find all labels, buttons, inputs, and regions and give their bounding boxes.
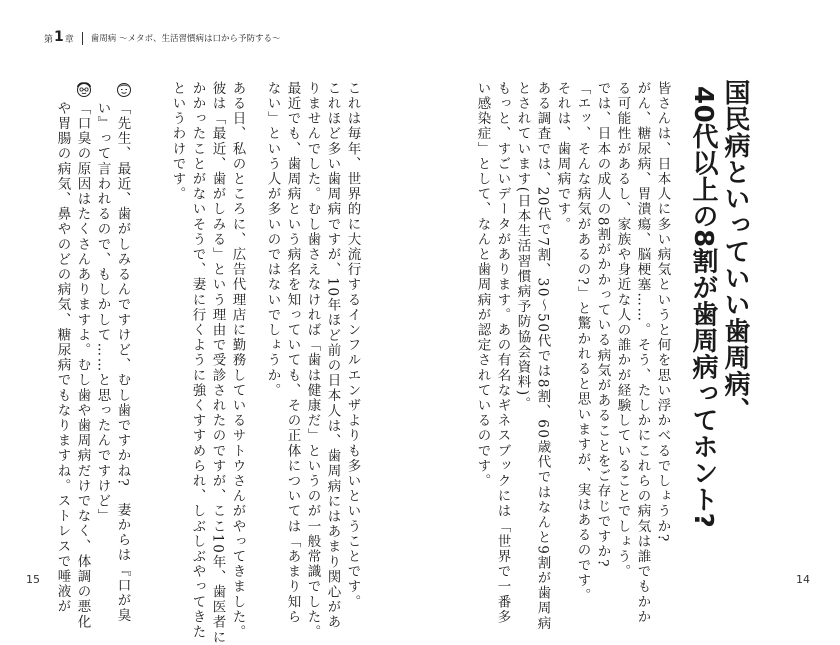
body-line: では、日本の成人の8割がかかっている病気があることをご存じですか? bbox=[594, 81, 611, 569]
body-line: る可能性があるし、家族や身近な人の誰かが経験していることでしょう。 bbox=[614, 81, 631, 580]
body-line: 彼は「最近、歯がしみる」という理由で受診されたのですが、ここ10年、歯医者に bbox=[209, 81, 226, 645]
body-line: かかったことがないそうで、妻に行くように強くすすめられ、しぶしぶやってきた bbox=[189, 81, 206, 640]
header-divider bbox=[82, 32, 83, 45]
body-line: もっと、すごいデータがあります。あの有名なギネスブックには「世界で一番多 bbox=[494, 81, 511, 625]
dialogue-line: 「口臭の原因はたくさんありますよ。むし歯や歯周病だけでなく、体調の悪化 bbox=[74, 101, 91, 630]
doctor-face-icon bbox=[75, 81, 93, 97]
chapter-suffix: 章 bbox=[64, 34, 74, 45]
body-line: りませんでした。むし歯さえなければ「歯は健康だ」というのが一般常識でした。 bbox=[304, 81, 321, 640]
page-number-left: 15 bbox=[26, 573, 40, 586]
running-header bbox=[44, 31, 281, 45]
body-line: とされています(日本生活習慣病予防協会資料)。 bbox=[514, 81, 531, 412]
page-number-right: 14 bbox=[796, 573, 810, 586]
dialogue-line: 「先生、最近、歯がしみるんですけど、むし歯ですかね? 妻からは『口が臭 bbox=[114, 101, 131, 624]
chapter-number: 1 bbox=[54, 29, 64, 45]
body-line: 最近でも、歯周病という病名を知っていても、その正体については「あまり知ら bbox=[284, 81, 301, 625]
body-line: 「エッ、そんな病気があるの?」と驚かれると思いますが、実はあるのです。 bbox=[574, 81, 591, 604]
body-line: がん、糖尿病、胃潰瘍、脳梗塞……。そう、たしかにこれらの病気は誰でもかか bbox=[634, 81, 651, 625]
patient-face-icon bbox=[115, 81, 133, 97]
body-line: これほど多い歯周病ですが、10年ほど前の日本人は、歯周病にはあまり関心があ bbox=[324, 81, 341, 630]
body-line: それは、歯周病です。 bbox=[554, 81, 571, 232]
chapter-prefix: 第 bbox=[44, 34, 54, 45]
body-line: これは毎年、世界的に大流行するインフルエンザよりも多いということです。 bbox=[344, 81, 361, 610]
body-line: ある調査では、20代で7割、30〜50代では8割、60歳代ではなんと9割が歯周病 bbox=[534, 81, 551, 631]
body-line: 皆さんは、日本人に多い病気というと何を思い浮かべるでしょうか? bbox=[654, 81, 671, 543]
section-title-line-1: 国民病といっていい歯周病、 bbox=[720, 79, 750, 424]
dialogue-line: い』って言われるので、もしかして……と思ったんですけど」 bbox=[94, 101, 111, 524]
body-line: というわけです。 bbox=[169, 81, 186, 202]
body-line: ない」という人が多いのではないでしょうか。 bbox=[264, 81, 281, 399]
dialogue-line: や胃腸の病気、鼻やのどの病気、糖尿病でもなりますね。ストレスで唾液が bbox=[54, 101, 71, 615]
section-title-line-2: 40代以上の8割が歯周病ってホント? bbox=[688, 86, 718, 529]
body-line: い感染症」として、なんと歯周病が認定されているのです。 bbox=[474, 81, 491, 489]
chapter-title: 歯周病 〜メタボ、生活習慣病は口から予防する〜 bbox=[90, 34, 281, 44]
body-line: ある日、私のところに、広告代理店に勤務しているサトウさんがやってきました。 bbox=[229, 81, 246, 640]
